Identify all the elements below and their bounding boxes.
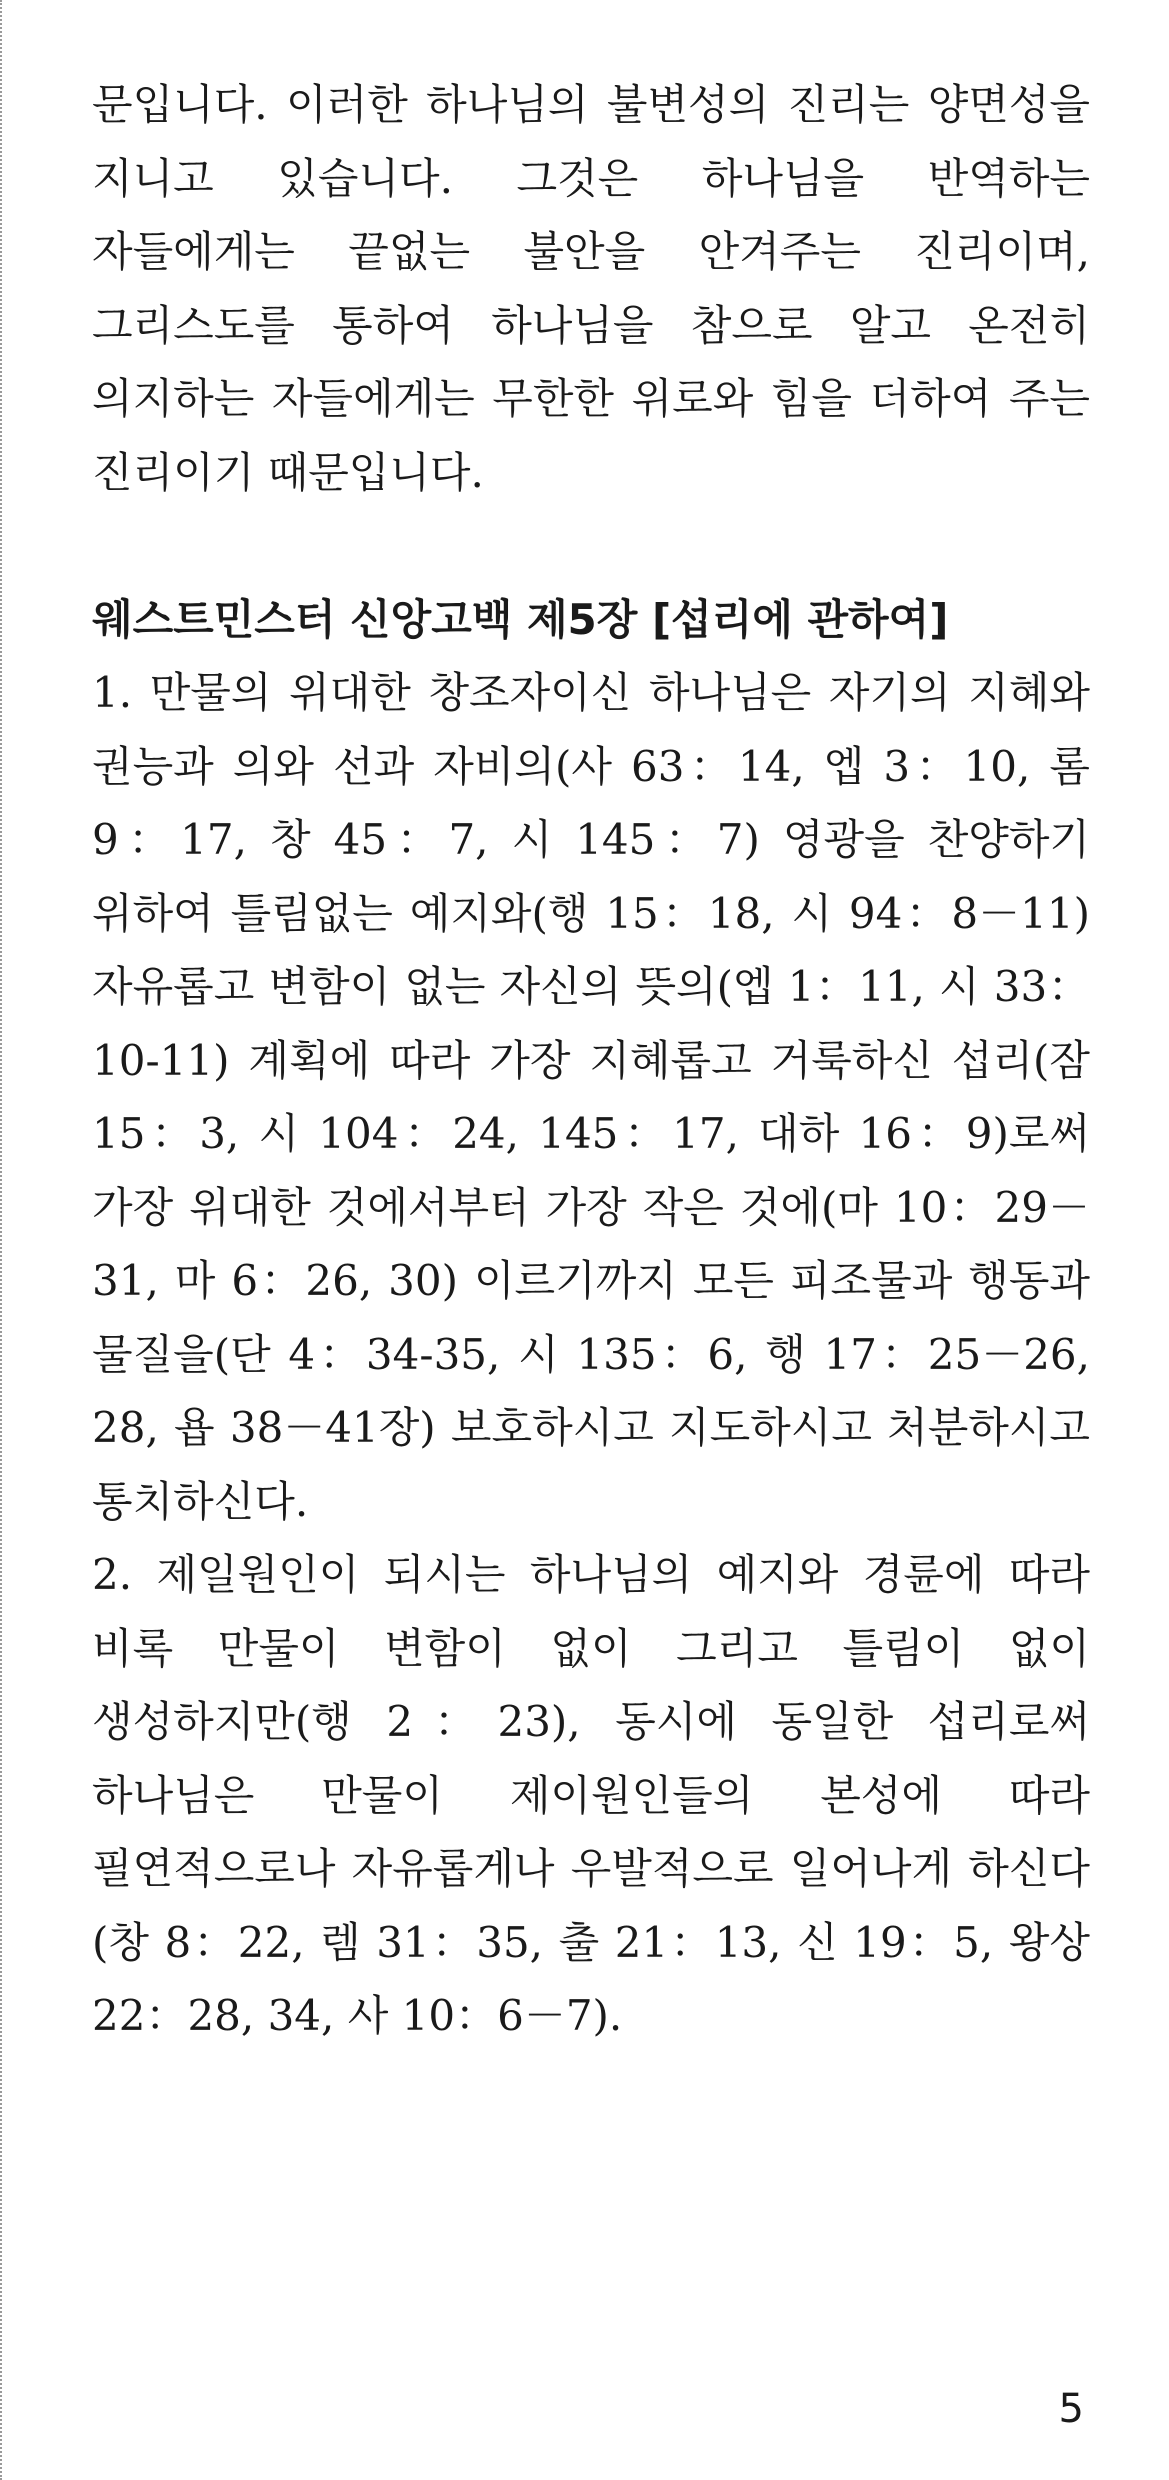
paragraph-spacer: [92, 509, 1090, 583]
page-body: [92, 68, 1090, 2053]
section-heading: 웨스트민스터 신앙고백 제5장 [섭리에 관하여]: [92, 594, 949, 644]
article-1: 1. 만물의 위대한 창조자이신 하나님은 자기의 지혜와 권능과 의와 선과 자비의(사 63：14, 엡 3：10, 롬 9：17, 창 45：7, 시 145：7) 영광을 찬양하기 위하여 틀림없는 예지와(행 15：18, 시 94：8－11) 자유롭고 변함이 없는 자신의 뜻의(엡 1：11, 시 33：10-11) 계획에 따라 가장 지혜롭고 거룩하신 섭리(잠 15：3, 시 104：24, 145：17, 대하 16：9)로써 가장 위대한 것에서부터 가장 작은 것에(마 10：29－31, 마 6：26, 30) 이르기까지 모든 피조물과 행동과 물질을(단 4：34-35, 시 135：6, 행 17：25－26, 28, 욥 38－41장) 보호하시고 지도하시고 처분하시고 통치하신다.: [92, 668, 1090, 1526]
page-number: 5: [1058, 2386, 1084, 2432]
article-2: 2. 제일원인이 되시는 하나님의 예지와 경륜에 따라 비록 만물이 변함이 없이 그리고 틀림이 없이 생성하지만(행 2：23), 동시에 동일한 섭리로써 하나님은 만물이 제이원인들의 본성에 따라 필연적으로나 자유롭게나 우발적으로 일어나게 하신다(창 8：22, 렘 31：35, 출 21：13, 신 19：5, 왕상 22：28, 34, 사 10：6－7).: [92, 1550, 1090, 2040]
intro-paragraph: 문입니다. 이러한 하나님의 불변성의 진리는 양면성을 지니고 있습니다. 그것은 하나님을 반역하는 자들에게는 끝없는 불안을 안겨주는 진리이며, 그리스도를 통하여 하나님을 참으로 알고 온전히 의지하는 자들에게는 무한한 위로와 힘을 더하여 주는 진리이기 때문입니다.: [92, 80, 1090, 497]
left-margin-dotted-rule: [0, 0, 2, 2480]
